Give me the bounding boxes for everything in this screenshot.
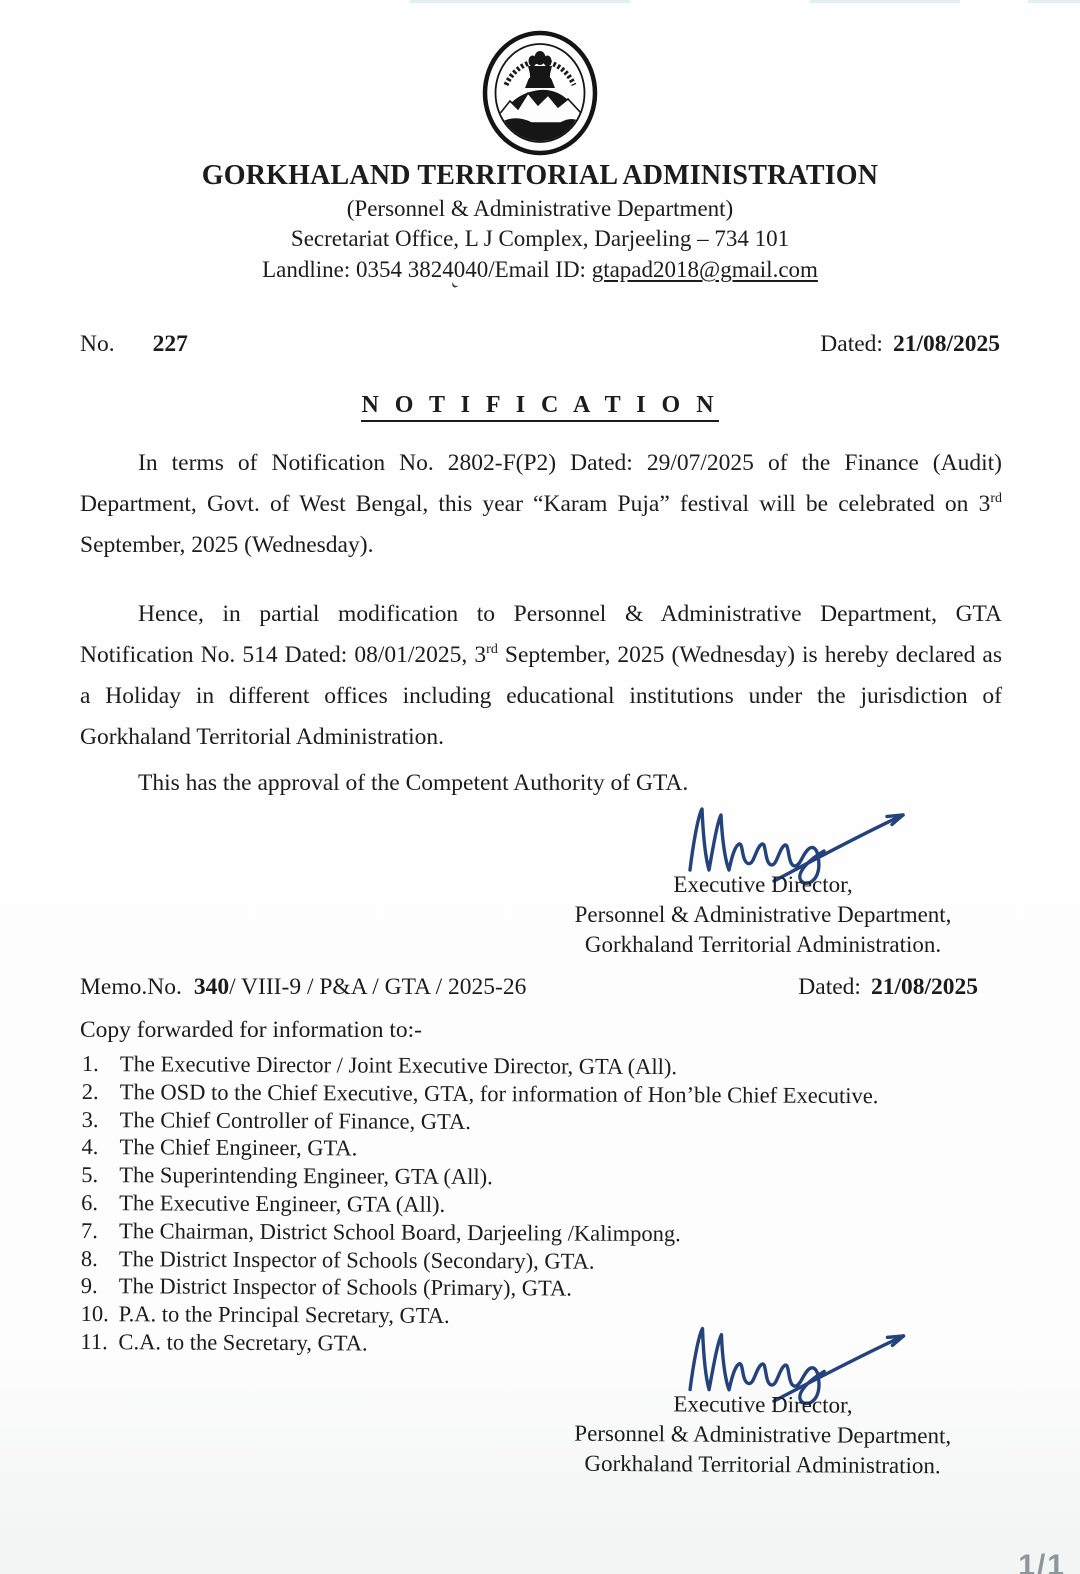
- ref-number-label: No.: [80, 331, 115, 357]
- page-indicator: 1/1: [1018, 1549, 1066, 1574]
- cc-heading: Copy forwarded for information to:-: [80, 1017, 422, 1043]
- memo-number-rest: / VIII-9 / P&A / GTA / 2025-26: [229, 974, 527, 1000]
- ref-number: [80, 329, 188, 359]
- landline-text: Landline: 0354 3824040/Email ID:: [262, 257, 592, 282]
- cc-item-number: 4.: [81, 1134, 99, 1160]
- email-text: gtapad2018@gmail.com: [591, 257, 818, 282]
- cc-item-number: 2.: [81, 1078, 99, 1104]
- para2-text-cont: September, 2025 (Wednesday) is hereby declared as a Holiday in different offices including educational institutions under the jurisdiction of Gorkhaland Territorial Administration.: [80, 642, 1002, 750]
- signature-block-bottom: [527, 1318, 998, 1481]
- contact-line: [0, 254, 1080, 285]
- ref-number-value: 227: [152, 331, 188, 357]
- reference-row: [0, 329, 1080, 359]
- para1-ordinal-suffix: rd: [990, 491, 1002, 507]
- cc-item-text: The OSD to the Chief Executive, GTA, for information of Hon’ble Chief Executive.: [119, 1078, 879, 1108]
- para1-text-cont: September, 2025 (Wednesday).: [80, 532, 374, 558]
- memo-label: Memo.No.: [80, 974, 182, 1000]
- cc-item-number: 5.: [81, 1162, 99, 1188]
- cc-item-number: 9.: [80, 1273, 98, 1299]
- scan-artifact: [810, 0, 960, 3]
- signatory-title: Executive Director,: [673, 1391, 853, 1418]
- cc-list: [80, 1050, 1080, 1361]
- memo-number-value: 340: [193, 974, 230, 1000]
- cc-item-text: The Chief Engineer, GTA.: [119, 1134, 358, 1161]
- para1-text: In terms of Notification No. 2802-F(P2) Dated: 29/07/2025 of the Finance (Audit) Department, Govt. of West Bengal, this year “Karam Puja” festival will be celebrated on 3: [80, 450, 1002, 517]
- para2-ordinal-suffix: rd: [486, 642, 498, 658]
- memo-date-value: 21/08/2025: [870, 974, 978, 1000]
- para-holiday-declaration: [80, 594, 1002, 758]
- signatory-title: Executive Director,: [673, 872, 853, 897]
- para-approval: This has the approval of the Competent Authority of GTA.: [138, 770, 689, 796]
- signatory-org: Gorkhaland Territorial Administration.: [584, 1450, 941, 1479]
- para2-text: Hence, in partial modification to Personnel & Administrative Department, GTA Notification No. 514 Dated: 08/01/2025, 3: [80, 601, 1002, 668]
- cc-item-text: The Superintending Engineer, GTA (All).: [119, 1162, 493, 1190]
- memo-date: [798, 972, 978, 1002]
- memo-number: [80, 972, 526, 1002]
- ref-date-value: 21/08/2025: [892, 331, 1000, 357]
- cc-item-number: 6.: [81, 1189, 99, 1216]
- ref-date: [820, 329, 1000, 359]
- department-line: (Personnel & Administrative Department): [346, 196, 734, 221]
- signature-block-top: [528, 800, 998, 960]
- notification-heading: N O T I F I C A T I O N: [0, 389, 1080, 421]
- cc-item-number: 8.: [80, 1245, 98, 1271]
- cc-item-text: P.A. to the Principal Secretary, GTA.: [118, 1301, 450, 1329]
- signatory-dept: Personnel & Administrative Department,: [574, 902, 952, 927]
- cc-item-number: 1.: [81, 1051, 99, 1077]
- cc-item-text: The District Inspector of Schools (Secondary), GTA.: [118, 1245, 595, 1274]
- cc-item-text: C.A. to the Secretary, GTA.: [118, 1329, 368, 1356]
- signatory-org: Gorkhaland Territorial Administration.: [584, 932, 942, 957]
- gta-seal-icon: [0, 30, 1080, 156]
- scan-artifact: [410, 0, 630, 3]
- cc-item-number: 3.: [81, 1106, 99, 1132]
- cc-item-text: The Chief Controller of Finance, GTA.: [119, 1106, 471, 1134]
- cc-item-text: The Executive Engineer, GTA (All).: [119, 1190, 446, 1217]
- scan-artifact: [1028, 0, 1080, 3]
- memo-date-label: Dated:: [798, 974, 861, 1000]
- org-name: GORKHALAND TERRITORIAL ADMINISTRATION: [201, 160, 879, 191]
- cc-item-text: The District Inspector of Schools (Primary), GTA.: [118, 1273, 572, 1301]
- cc-item-number: 10.: [80, 1301, 109, 1327]
- cc-item-number: 7.: [80, 1217, 98, 1243]
- memo-row: [0, 972, 1080, 1002]
- address-line: Secretariat Office, L J Complex, Darjeeling – 734 101: [290, 226, 790, 251]
- cc-item-text: The Executive Director / Joint Executive Director, GTA (All).: [119, 1051, 678, 1080]
- cc-item-text: The Chairman, District School Board, Darjeeling /Kalimpong.: [118, 1217, 681, 1246]
- signatory-dept: Personnel & Administrative Department,: [574, 1420, 952, 1449]
- para-festival-declaration: [80, 443, 1002, 566]
- cc-item-number: 11.: [80, 1328, 108, 1355]
- letterhead: [0, 0, 1080, 285]
- ref-date-label: Dated:: [820, 331, 883, 357]
